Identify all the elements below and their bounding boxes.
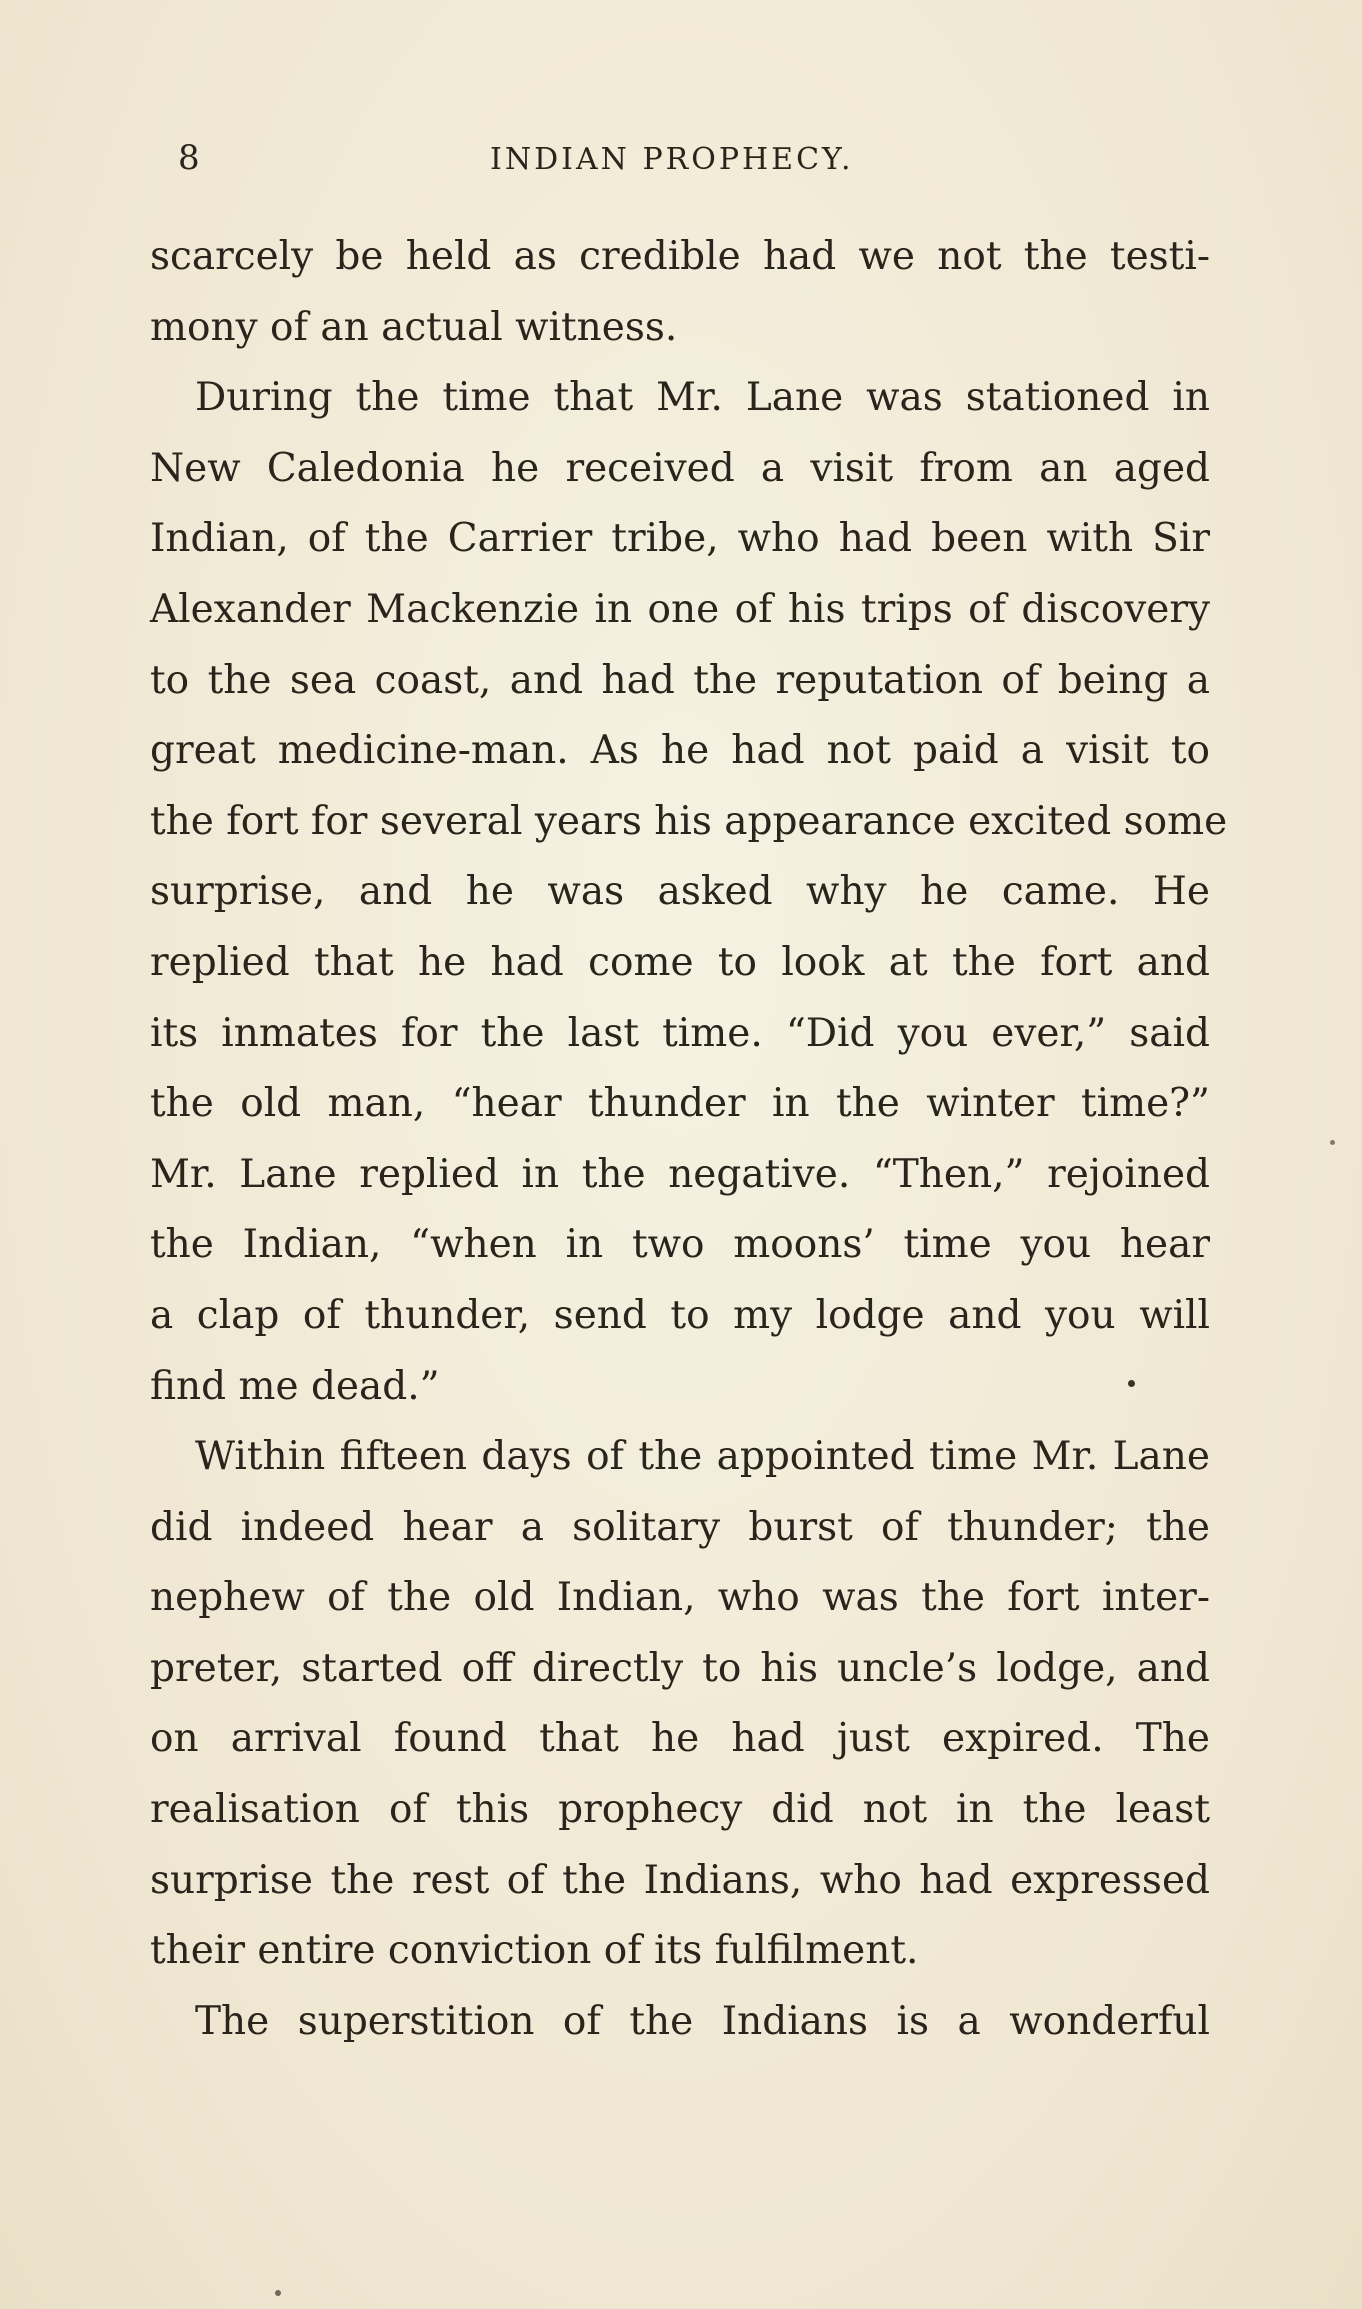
- ink-speck: [1128, 1380, 1135, 1387]
- text-line: scarcely be held as credible had we not the testi-: [150, 234, 1210, 279]
- text-line: nephew of the old Indian, who was the fort inter-: [150, 1575, 1210, 1621]
- text-line: mony of an actual witness.: [150, 304, 678, 350]
- text-line: Indian, of the Carrier tribe, who had been with Sir: [150, 516, 1210, 562]
- text-line: did indeed hear a solitary burst of thunder; the: [150, 1504, 1210, 1550]
- text-line: replied that he had come to look at the fort and: [150, 939, 1210, 985]
- text-line: a clap of thunder, send to my lodge and you will: [150, 1292, 1210, 1338]
- ink-speck: [1330, 1140, 1335, 1145]
- text-line: great medicine-man. As he had not paid a visit to: [150, 728, 1210, 774]
- running-title: INDIAN PROPHECY.: [490, 142, 854, 177]
- text-line: Mr. Lane replied in the negative. “Then,” rejoined: [150, 1151, 1210, 1197]
- text-line: New Caledonia he received a visit from an aged: [150, 445, 1210, 491]
- paragraph-first-line: The superstition of the Indians is a wonderful: [195, 1998, 1210, 2044]
- text-line: the fort for several years his appearance excited some: [150, 798, 1228, 844]
- text-line: the old man, “hear thunder in the winter time?”: [150, 1081, 1210, 1127]
- ink-speck: [275, 2290, 281, 2296]
- text-line: on arrival found that he had just expired. The: [150, 1716, 1210, 1762]
- text-line: find me dead.”: [150, 1363, 440, 1409]
- text-line: realisation of this prophecy did not in the least: [150, 1787, 1210, 1833]
- paragraph-first-line: During the time that Mr. Lane was stationed in: [195, 375, 1210, 421]
- page-number: 8: [178, 138, 201, 178]
- text-line: its inmates for the last time. “Did you ever,” said: [150, 1010, 1210, 1056]
- text-line: surprise the rest of the Indians, who had expressed: [150, 1857, 1210, 1903]
- body-text: [150, 222, 1228, 2057]
- running-head: [150, 128, 1210, 184]
- text-line: preter, started off directly to his uncle’s lodge, and: [150, 1645, 1210, 1691]
- text-line: their entire conviction of its fulfilment.: [150, 1928, 919, 1974]
- paragraph-first-line: Within fifteen days of the appointed time Mr. Lane: [195, 1434, 1210, 1480]
- text-line: surprise, and he was asked why he came. He: [150, 869, 1210, 915]
- text-line: to the sea coast, and had the reputation of being a: [150, 657, 1210, 703]
- text-line: Alexander Mackenzie in one of his trips of discovery: [150, 586, 1210, 632]
- text-line: the Indian, “when in two moons’ time you hear: [150, 1222, 1210, 1268]
